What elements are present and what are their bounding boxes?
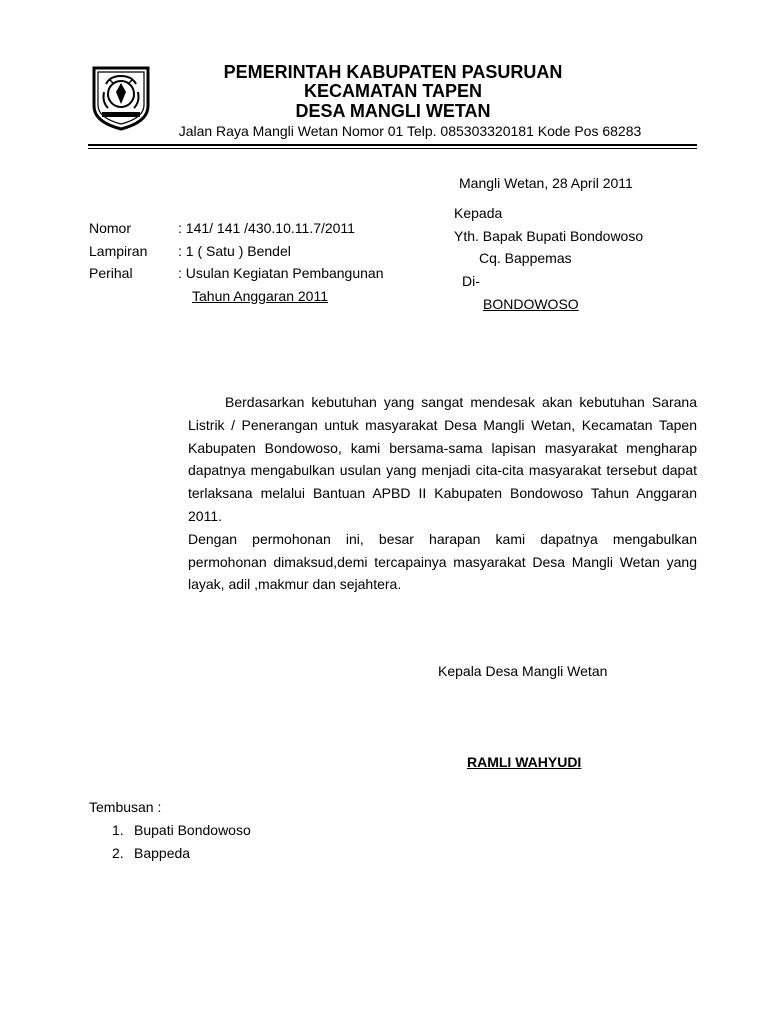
- regency-coat-of-arms-icon: [88, 62, 154, 132]
- letter-date: Mangli Wetan, 28 April 2011: [459, 175, 633, 191]
- letterhead-rule-thin: [88, 148, 697, 149]
- cc-item-2-number: 2.: [112, 845, 124, 861]
- recipient-line-2: Cq. Bappemas: [479, 250, 572, 266]
- perihal-value: : Usulan Kegiatan Pembangunan: [178, 265, 384, 281]
- cc-item-2-text: Bappeda: [134, 845, 191, 861]
- letterhead-rule-thick: [88, 144, 697, 146]
- body-paragraph-2: Dengan permohonan ini, besar harapan kami dapatnya mengabulkan permohonan dimaksud,demi tercapainya masyarakat Desa Mangli Wetan yang layak, adil ,makmur dan sejahtera.: [188, 530, 697, 593]
- recipient-place: BONDOWOSO: [483, 296, 579, 312]
- signature-title: Kepala Desa Mangli Wetan: [438, 663, 608, 679]
- letterhead-line-1: PEMERINTAH KABUPATEN PASURUAN: [223, 62, 563, 82]
- perihal-value-2: Tahun Anggaran 2011: [192, 288, 328, 304]
- letterhead-line-3: DESA MANGLI WETAN: [295, 101, 491, 121]
- cc-item-1-text: Bupati Bondowoso: [134, 822, 251, 838]
- nomor-value: : 141/ 141 /430.10.11.7/2011: [178, 220, 355, 236]
- signature-name: RAMLI WAHYUDI: [467, 754, 582, 770]
- body-paragraph-1: Berdasarkan kebutuhan yang sangat mendesak akan kebutuhan Sarana Listrik / Penerangan untuk masyarakat Desa Mangli Wetan, Kecamatan Tapen Kabupaten Bondowoso, kami bersama-sama lapisan masyarakat mengharap dapatnya mengabulkan usulan yang menjadi cita-cita masyarakat tersebut dapat terlaksana melalui Bantuan APBD II Kabupaten Bondowoso Tahun Anggaran 2011.: [188, 394, 697, 524]
- letterhead-address: Jalan Raya Mangli Wetan Nomor 01 Telp. 085303320181 Kode Pos 68283: [178, 123, 642, 139]
- perihal-label: Perihal: [89, 265, 133, 281]
- cc-item-1-number: 1.: [112, 822, 124, 838]
- recipient-line-1: Yth. Bapak Bupati Bondowoso: [454, 228, 644, 244]
- cc-label: Tembusan :: [89, 799, 162, 815]
- recipient-di: Di-: [462, 273, 480, 289]
- letterhead-line-2: KECAMATAN TAPEN: [304, 81, 482, 101]
- recipient-kepada: Kepada: [454, 205, 503, 221]
- letter-body: [188, 391, 697, 596]
- lampiran-value: : 1 ( Satu ) Bendel: [178, 243, 291, 259]
- nomor-label: Nomor: [89, 220, 132, 236]
- lampiran-label: Lampiran: [89, 243, 148, 259]
